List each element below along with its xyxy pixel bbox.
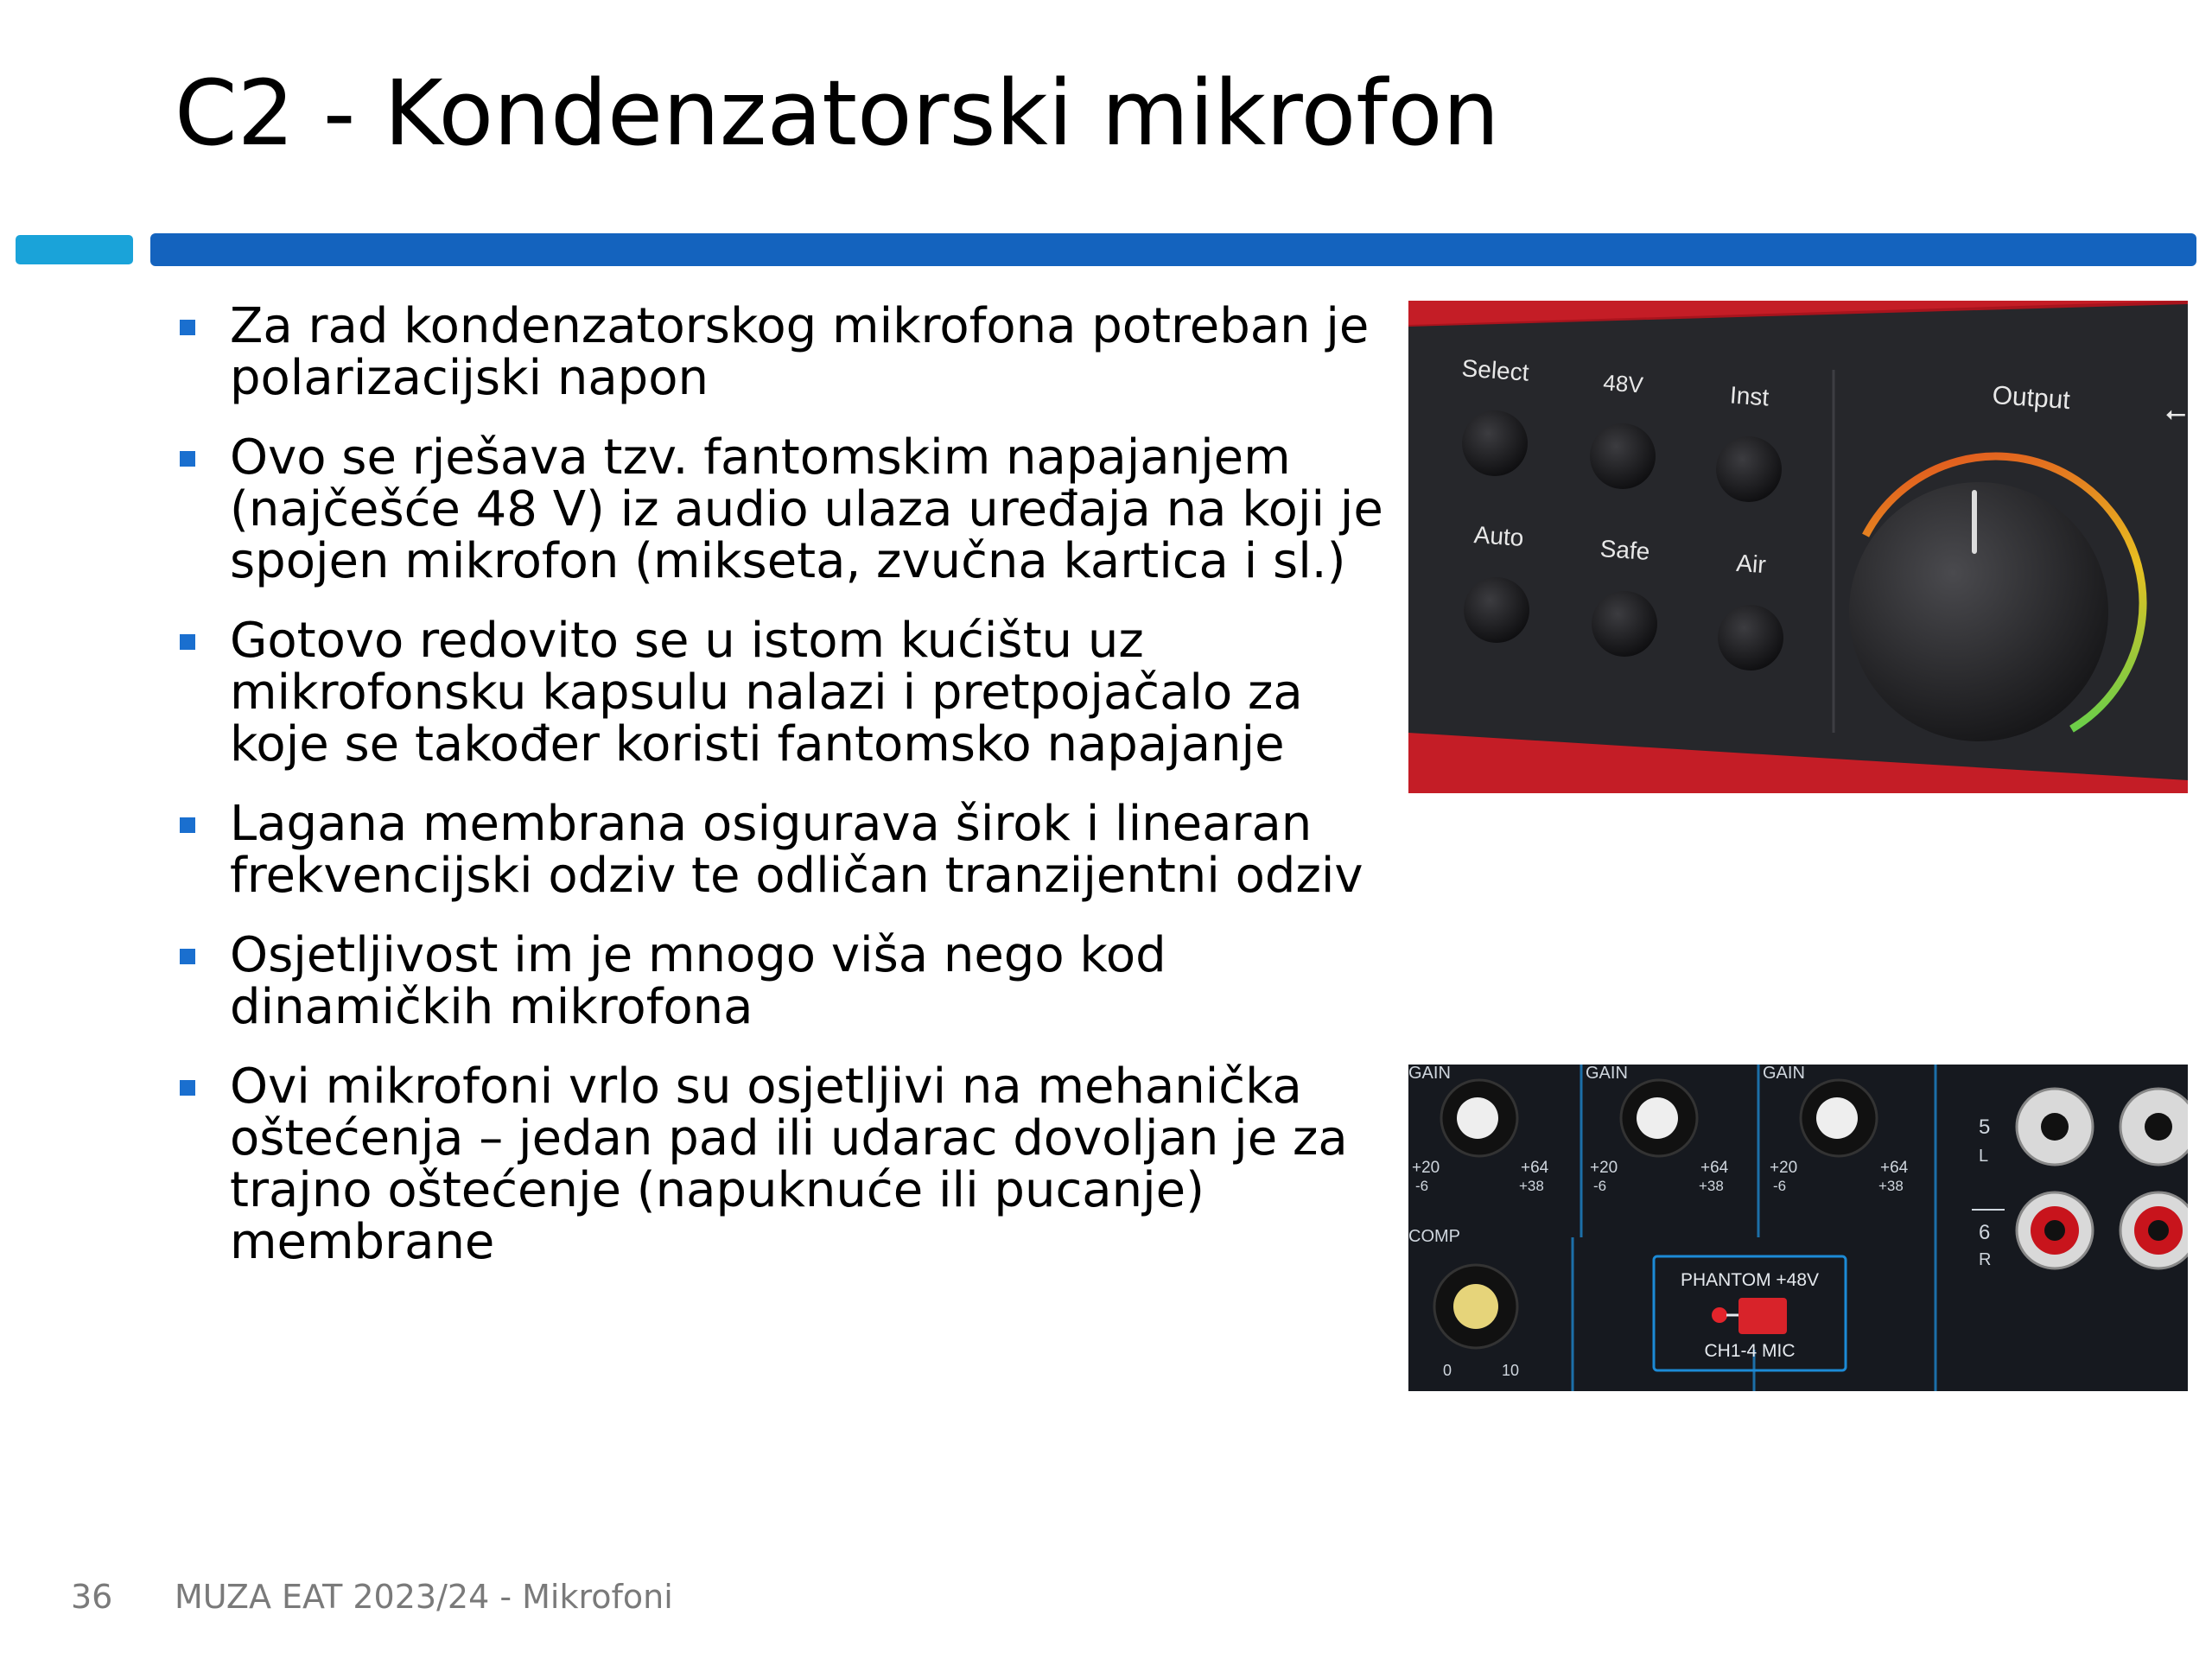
- phantom-switch[interactable]: [1738, 1298, 1787, 1334]
- usb-icon: ⭠: [2165, 399, 2186, 428]
- gain-max-label: +64: [1521, 1159, 1549, 1177]
- safe-label: Safe: [1599, 535, 1651, 565]
- output-knob[interactable]: [1849, 482, 2108, 741]
- bullet-square-icon: [180, 634, 195, 650]
- gain-label: GAIN: [1408, 1065, 1451, 1083]
- bullet-text: Za rad kondenzatorskog mikrofona potreban je polarizacijski napon: [230, 298, 1370, 406]
- ch6-label: 6: [1979, 1221, 1991, 1244]
- phantom-label: PHANTOM +48V: [1680, 1270, 1820, 1290]
- gain-label: GAIN: [1763, 1065, 1805, 1083]
- bullet-item: [173, 298, 1391, 406]
- safe-button[interactable]: [1592, 591, 1657, 657]
- bullet-text: Ovo se rješava tzv. fantomskim napajanjem (najčešće 48 V) iz audio ulaza uređaja na koji je spojen mikrofon (mikseta, zvučna kartica i sl.): [230, 429, 1383, 589]
- bullet-list: [173, 298, 1391, 1296]
- gain-max-label: +64: [1700, 1159, 1729, 1177]
- bullet-item: [173, 798, 1391, 902]
- bullet-item: [173, 429, 1391, 589]
- mixer-illustration: [1408, 1065, 2188, 1391]
- title-accent-bar-long: [150, 233, 2196, 266]
- auto-label: Auto: [1472, 521, 1525, 551]
- slide-number: 36: [71, 1578, 113, 1616]
- gain-max-line-label: +38: [1519, 1178, 1544, 1194]
- bullet-square-icon: [180, 949, 195, 964]
- comp-min-label: 0: [1443, 1362, 1452, 1379]
- 48v-label: 48V: [1602, 369, 1644, 398]
- gain-min-label: +20: [1412, 1159, 1440, 1177]
- footer-text: MUZA EAT 2023/24 - Mikrofoni: [175, 1578, 673, 1616]
- select-label: Select: [1460, 354, 1530, 386]
- bullet-square-icon: [180, 320, 195, 335]
- gain-min-line-label: -6: [1415, 1178, 1429, 1194]
- air-label: Air: [1735, 549, 1767, 579]
- bullet-item: [173, 1058, 1391, 1270]
- bullet-square-icon: [180, 1080, 195, 1096]
- inst-label: Inst: [1729, 381, 1770, 411]
- bullet-text: Gotovo redovito se u istom kućištu uz mikrofonsku kapsulu nalazi i pretpojačalo za koje se također koristi fantomsko napajanje: [230, 613, 1303, 772]
- inst-button[interactable]: [1716, 436, 1782, 502]
- gain-max-label: +64: [1880, 1159, 1909, 1177]
- ch6-side-label: R: [1979, 1250, 1992, 1269]
- title-accent-bar-short: [16, 235, 133, 264]
- audio-interface-photo: [1408, 301, 2188, 793]
- gain-knob[interactable]: [1637, 1097, 1678, 1139]
- air-button[interactable]: [1718, 605, 1783, 671]
- comp-label: COMP: [1408, 1227, 1460, 1246]
- bullet-text: Lagana membrana osigurava širok i linearan frekvencijski odziv te odličan tranzijentni odziv: [230, 796, 1363, 904]
- gain-max-line-label: +38: [1699, 1178, 1724, 1194]
- gain-min-label: +20: [1590, 1159, 1618, 1177]
- audio-interface-illustration: [1408, 301, 2188, 793]
- comp-max-label: 10: [1502, 1362, 1520, 1379]
- comp-knob[interactable]: [1453, 1284, 1498, 1329]
- gain-knob[interactable]: [1457, 1097, 1498, 1139]
- gain-max-line-label: +38: [1878, 1178, 1904, 1194]
- slide-title: C2 - Kondenzatorski mikrofon: [175, 60, 1500, 166]
- bullet-text: Osjetljivost im je mnogo viša nego kod dinamičkih mikrofona: [230, 927, 1166, 1035]
- gain-min-label: +20: [1770, 1159, 1798, 1177]
- gain-min-line-label: -6: [1773, 1178, 1787, 1194]
- output-label: Output: [1991, 380, 2071, 416]
- ch5-side-label: L: [1979, 1147, 1989, 1166]
- mixer-photo: [1408, 1065, 2188, 1391]
- bullet-item: [173, 615, 1391, 771]
- bullet-square-icon: [180, 451, 195, 467]
- ch5-label: 5: [1979, 1116, 1991, 1139]
- 48v-button[interactable]: [1590, 423, 1656, 489]
- phantom-sub-label: CH1-4 MIC: [1704, 1341, 1796, 1361]
- bullet-item: [173, 927, 1391, 1035]
- bullet-square-icon: [180, 817, 195, 833]
- bullet-text: Ovi mikrofoni vrlo su osjetljivi na mehanička oštećenja – jedan pad ili udarac dovoljan je za trajno oštećenje (napuknuće ili pucanje) membrane: [230, 1058, 1348, 1270]
- phantom-led: [1712, 1307, 1727, 1323]
- select-button[interactable]: [1462, 410, 1528, 476]
- gain-knob[interactable]: [1816, 1097, 1858, 1139]
- gain-min-line-label: -6: [1593, 1178, 1607, 1194]
- auto-button[interactable]: [1464, 577, 1529, 643]
- gain-label: GAIN: [1586, 1065, 1628, 1083]
